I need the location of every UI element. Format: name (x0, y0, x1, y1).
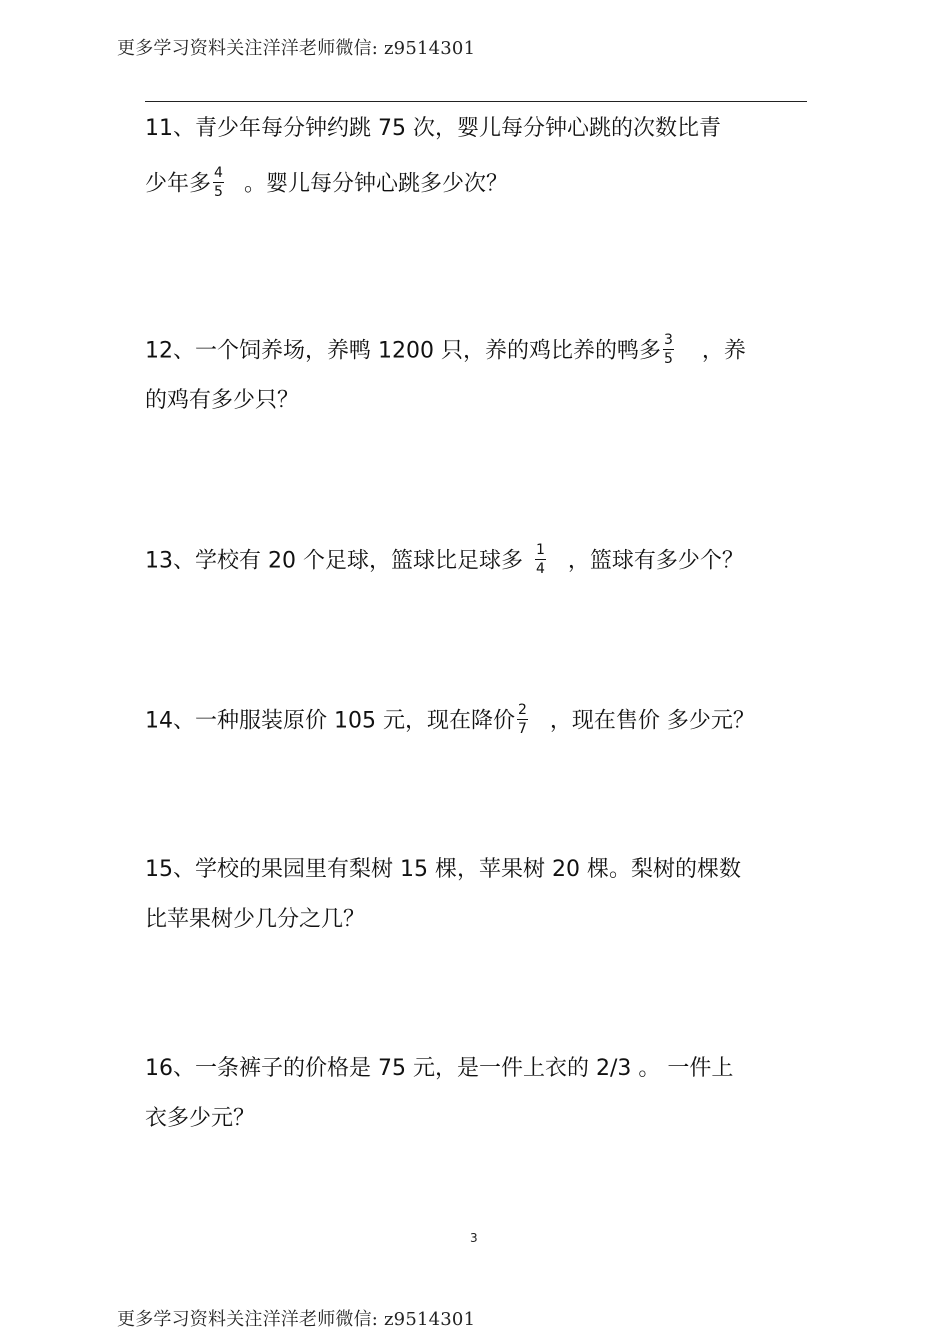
question-12-text-before-fraction: 12、一个饲养场，养鸭 1200 只，养的鸡比养的鸭多 (145, 338, 661, 364)
question-12-text-after-fraction: ，养 (701, 338, 746, 364)
fraction-numerator: 4 (214, 165, 223, 181)
question-11-line-1: 11、青少年每分钟约跳 75 次，婴儿每分钟心跳的次数比青 (145, 116, 721, 141)
fraction-denominator: 4 (535, 561, 545, 577)
header-rule (145, 101, 807, 102)
question-13-line-1 (145, 542, 744, 578)
page-header-watermark: 更多学习资料关注洋洋老师微信: z9514301 (117, 38, 476, 59)
question-16-line-2: 衣多少元？ (145, 1106, 256, 1131)
question-11-text-before-fraction: 少年多 (145, 171, 212, 197)
question-13-text-after-fraction: ，篮球有多少个？ (567, 548, 744, 574)
question-14-text-before-fraction: 14、一种服装原价 105 元，现在降价 (145, 708, 515, 734)
question-13-text-before-fraction: 13、学校有 20 个足球，篮球比足球多 (145, 548, 523, 574)
fraction-2-7 (517, 703, 528, 736)
question-14-text-after-fraction: ，现在售价 多少元？ (549, 708, 755, 734)
fraction-denominator: 5 (663, 351, 673, 367)
fraction-numerator: 3 (663, 332, 673, 348)
fraction-4-5 (213, 166, 224, 199)
fraction-numerator: 1 (535, 542, 545, 558)
page-number: 3 (470, 1231, 478, 1245)
question-14-line-1 (145, 702, 755, 738)
fraction-denominator: 5 (214, 184, 223, 200)
question-15-line-2: 比苹果树少几分之几？ (145, 907, 366, 932)
question-12-line-2: 的鸡有多少只？ (145, 388, 300, 413)
page-footer-watermark: 更多学习资料关注洋洋老师微信: z9514301 (117, 1309, 476, 1330)
question-12-line-1 (145, 332, 746, 368)
fraction-1-4 (535, 543, 546, 576)
fraction-3-5 (663, 333, 674, 366)
question-15-line-1: 15、学校的果园里有梨树 15 棵，苹果树 20 棵。梨树的棵数 (145, 857, 741, 882)
question-16-line-1: 16、一条裤子的价格是 75 元，是一件上衣的 2/3 。 一件上 (145, 1056, 734, 1081)
question-11-line-2 (145, 165, 508, 201)
fraction-numerator: 2 (517, 702, 527, 718)
fraction-denominator: 7 (517, 721, 527, 737)
question-11-text-after-fraction: 。婴儿每分钟心跳多少次？ (243, 171, 508, 197)
